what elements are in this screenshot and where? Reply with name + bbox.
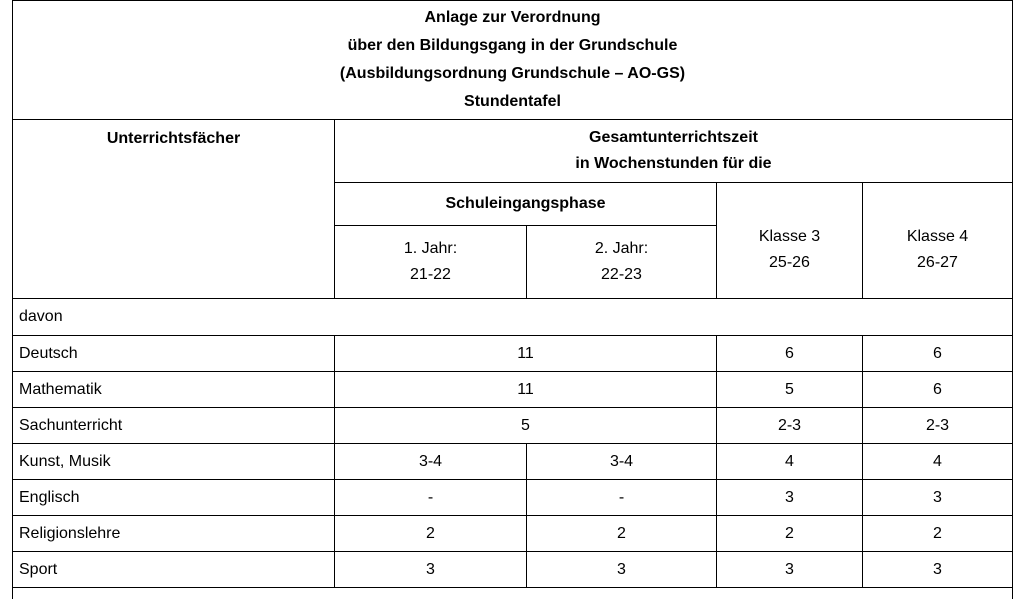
class4-cell: 6 <box>863 372 1013 408</box>
class4-header <box>863 183 1013 299</box>
year2-cell: 2 <box>527 516 717 552</box>
document-title <box>13 1 1013 120</box>
class4-cell: 3 <box>863 552 1013 588</box>
phase-hours-cell: 5 <box>335 408 717 444</box>
phase-header: Schuleingangsphase <box>335 183 717 226</box>
continuation-cell <box>13 588 1013 599</box>
class4-cell: 6 <box>863 336 1013 372</box>
class3-cell: 5 <box>717 372 863 408</box>
total-time-line-2: in Wochenstunden für die <box>575 155 772 172</box>
subject-cell: Sport <box>13 552 335 588</box>
year2-label: 2. Jahr: <box>594 240 649 257</box>
table-row <box>13 552 1013 588</box>
year1-header <box>335 226 527 299</box>
class4-cell: 2 <box>863 516 1013 552</box>
total-time-header <box>335 120 1013 183</box>
table-row <box>13 408 1013 444</box>
class3-cell: 4 <box>717 444 863 480</box>
year1-hours: 21-22 <box>410 266 451 283</box>
class3-cell: 2-3 <box>717 408 863 444</box>
class4-cell: 2-3 <box>863 408 1013 444</box>
table-row <box>13 480 1013 516</box>
year1-cell: - <box>335 480 527 516</box>
year2-header <box>527 226 717 299</box>
table-row <box>13 372 1013 408</box>
year2-hours: 22-23 <box>601 266 642 283</box>
title-line-2: über den Bildungsgang in der Grundschule <box>347 37 678 54</box>
subject-cell: Englisch <box>13 480 335 516</box>
class3-cell: 6 <box>717 336 863 372</box>
table-continuation-row <box>13 588 1013 599</box>
year2-cell: 3 <box>527 552 717 588</box>
class3-cell: 3 <box>717 480 863 516</box>
title-line-4: Stundentafel <box>464 93 561 110</box>
class3-cell: 3 <box>717 552 863 588</box>
year2-cell: 3-4 <box>527 444 717 480</box>
subject-cell: Kunst, Musik <box>13 444 335 480</box>
phase-hours-cell: 11 <box>335 336 717 372</box>
header-row-1 <box>13 120 1013 183</box>
subject-cell: Religionslehre <box>13 516 335 552</box>
table-row <box>13 516 1013 552</box>
phase-hours-cell: 11 <box>335 372 717 408</box>
subject-cell: Deutsch <box>13 336 335 372</box>
class4-cell: 4 <box>863 444 1013 480</box>
title-row <box>13 1 1013 120</box>
timetable-table <box>12 0 1013 599</box>
table-row <box>13 444 1013 480</box>
subjects-header: Unterrichtsfächer <box>13 120 335 299</box>
subject-cell: Sachunterricht <box>13 408 335 444</box>
year1-cell: 2 <box>335 516 527 552</box>
subject-cell: Mathematik <box>13 372 335 408</box>
total-time-line-1: Gesamtunterrichtszeit <box>589 129 758 146</box>
class4-cell: 3 <box>863 480 1013 516</box>
class3-label: Klasse 3 <box>758 227 821 245</box>
davon-row <box>13 299 1013 336</box>
year1-cell: 3-4 <box>335 444 527 480</box>
year2-cell: - <box>527 480 717 516</box>
class3-header <box>717 183 863 299</box>
class4-hours: 26-27 <box>917 253 958 271</box>
title-line-1: Anlage zur Verordnung <box>424 9 601 26</box>
class4-label: Klasse 4 <box>906 227 969 245</box>
title-line-3: (Ausbildungsordnung Grundschule – AO-GS) <box>339 65 686 82</box>
class3-cell: 2 <box>717 516 863 552</box>
table-row <box>13 336 1013 372</box>
year1-cell: 3 <box>335 552 527 588</box>
year1-label: 1. Jahr: <box>403 240 458 257</box>
davon-label: davon <box>13 299 1013 336</box>
class3-hours: 25-26 <box>769 253 810 271</box>
